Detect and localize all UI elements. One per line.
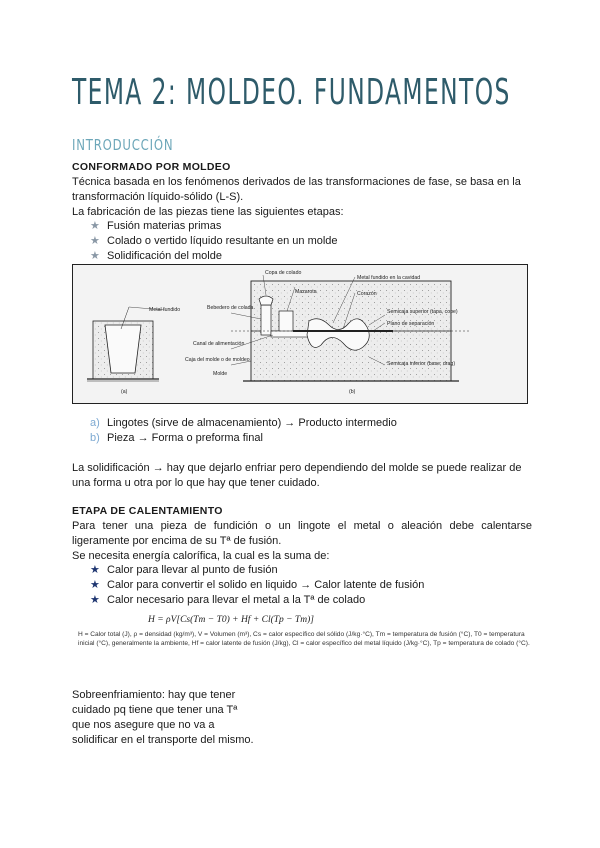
star-bullet-icon: ★ (90, 579, 100, 591)
list-item: ★ Colado o vertido líquido resultante en un molde (90, 235, 338, 247)
paragraph-solidificacion: La solidificación → hay que dejarlo enfriar pero dependiendo del molde se puede realizar de una forma u otra por lo que hay que tener cuidado. (72, 462, 522, 489)
section-heading-intro: INTRODUCCIÓN (72, 136, 174, 154)
label-bebedero: Bebedero de colada (207, 305, 254, 311)
page-title: TEMA 2: MOLDEO. FUNDAMENTOS (72, 72, 511, 113)
ingot-mold-drawing (87, 307, 159, 381)
list-item: a) Lingotes (sirve de almacenamiento) → Producto intermedio (90, 417, 397, 429)
heat-formula: H = ρV[Cs(Tm − T0) + Hf + Cl(Tp − Tm)] (148, 615, 314, 625)
list-item: ★ Calor para llevar al punto de fusión (90, 564, 278, 576)
label-corazon: Corazón (357, 291, 377, 297)
paragraph-sobreenfriamiento: Sobreenfriamiento: hay que tener cuidado pq tiene que tener una Tª que nos asegure que no va a solidificar en el transporte del mismo. (72, 689, 254, 746)
label-semicaja-inferior: Semicaja inferior (base, drag) (387, 361, 456, 367)
label-canal: Canal de alimentación (193, 341, 245, 347)
casting-diagram (72, 264, 528, 404)
label-copa-colado: Copa de colado (265, 270, 302, 276)
list-item: b) Pieza → Forma o preforma final (90, 432, 263, 444)
paragraph-energia: Se necesita energía calorífica, la cual es la suma de: (72, 550, 330, 562)
label-mazarota: Mazarota (295, 289, 317, 295)
list-item: ★ Calor necesario para llevar el metal a la Tª de colado (90, 594, 366, 606)
heading-conformado: CONFORMADO POR MOLDEO (72, 161, 231, 173)
paragraph-etapas: La fabricación de las piezas tiene las siguientes etapas: (72, 206, 344, 218)
paragraph-calentarse: Para tener una pieza de fundición o un lingote el metal o aleación debe calentarse ligeramente por encima de su Tª de fusión. (72, 520, 532, 547)
star-bullet-icon: ★ (90, 564, 100, 576)
star-bullet-icon: ★ (90, 250, 100, 262)
paragraph-tecnica: Técnica basada en los fenómenos derivados de las transformaciones de fase, se basa en la transformación líquido-sólido (L-S). (72, 176, 521, 203)
casting-diagram-svg (73, 265, 527, 403)
label-a: (a) (121, 389, 128, 395)
list-item: ★ Calor para convertir el solido en liquido → Calor latente de fusión (90, 579, 425, 591)
label-caja-molde: Caja del molde o de moldeo (185, 357, 250, 363)
label-molde: Molde (213, 371, 228, 377)
star-bullet-icon: ★ (90, 594, 100, 606)
heading-calentamiento: ETAPA DE CALENTAMIENTO (72, 505, 223, 517)
label-semicaja-superior: Semicaja superior (tapa, cope) (387, 309, 458, 315)
products-list (90, 416, 397, 446)
star-bullet-icon: ★ (90, 235, 100, 247)
label-metal-fundido: Metal fundido (149, 307, 181, 313)
formula-legend: H = Calor total (J), ρ = densidad (kg/m³), V = Volumen (m³), Cs = calor específico del sólido (J/kg·°C), Tm = temperatura de fusión (°C), T0 = temperatura inicial (°C), generalmente la ambiente, Hf = calor latente de fusión (J/kg), Cl = calor específico del metal líquido (J/kg·°C), Tp = temperatura de colado (°C). (78, 631, 530, 648)
list-item: ★ Solidificación del molde (90, 250, 222, 262)
star-bullet-icon: ★ (90, 220, 100, 232)
heat-components-list (90, 563, 424, 608)
list-marker: a) (90, 417, 100, 429)
label-b: (b) (349, 389, 356, 395)
stages-list (90, 219, 338, 264)
label-plano-separacion: Plano de separación (387, 321, 435, 327)
label-metal-cavidad: Metal fundido en la cavidad (357, 275, 421, 281)
list-item: ★ Fusión materias primas (90, 220, 222, 232)
list-marker: b) (90, 432, 100, 444)
